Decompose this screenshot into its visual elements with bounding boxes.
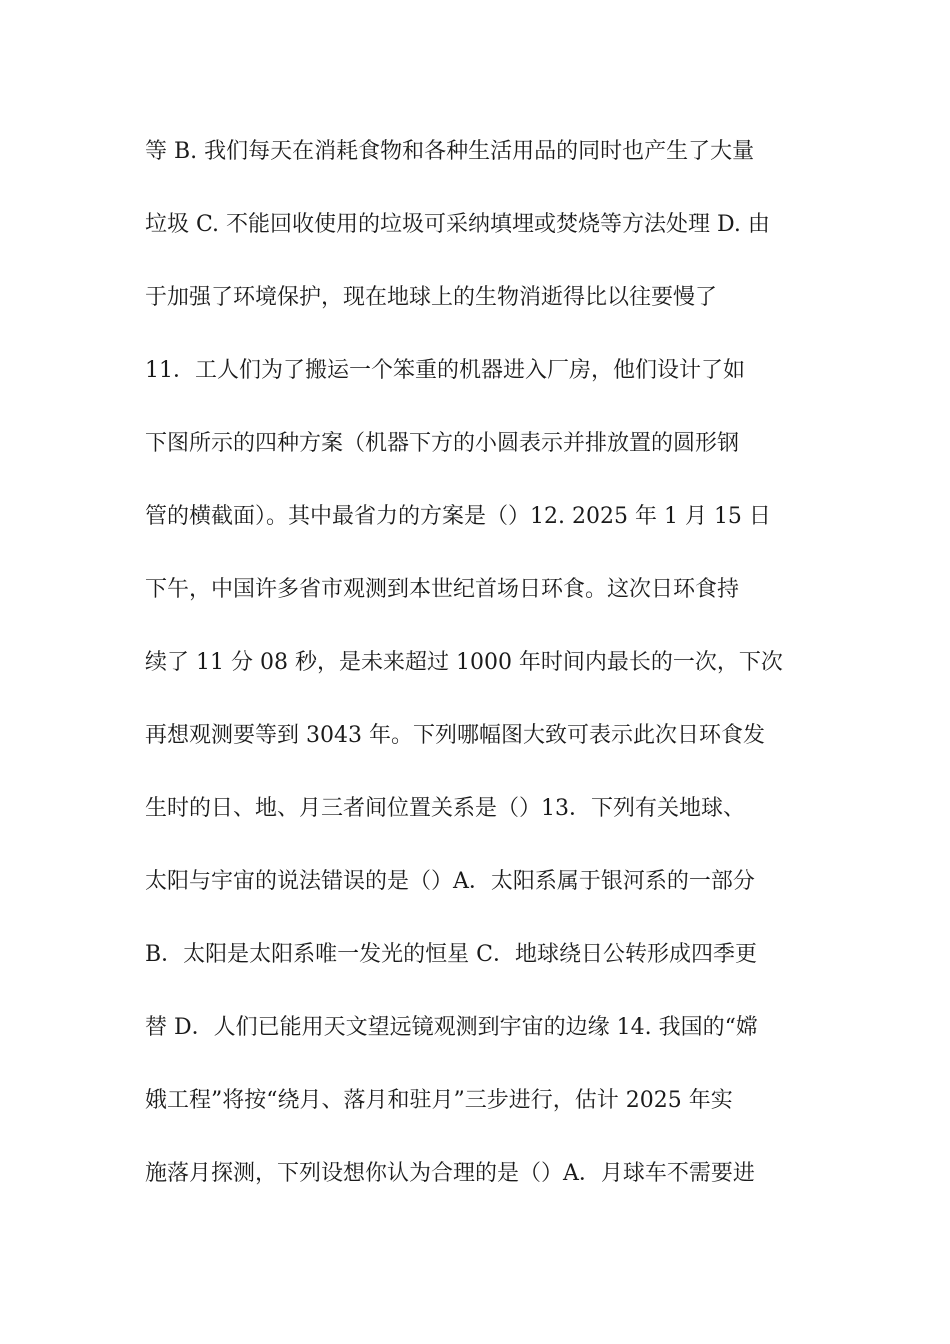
text-line-15: 施落月探测，下列设想你认为合理的是（）A．月球车不需要进 <box>145 1161 755 1186</box>
text-line-13: 替 D．人们已能用天文望远镜观测到宇宙的边缘 14. 我国的“嫦 <box>145 1015 758 1040</box>
text-line-11: 太阳与宇宙的说法错误的是（）A．太阳系属于银河系的一部分 <box>145 869 755 894</box>
text-line-7: 下午，中国许多省市观测到本世纪首场日环食。这次日环食持 <box>145 577 740 602</box>
text-line-10: 生时的日、地、月三者间位置关系是（）13．下列有关地球、 <box>145 796 745 821</box>
text-line-2: 垃圾 C. 不能回收使用的垃圾可采纳填埋或焚烧等方法处理 D. 由 <box>145 212 770 237</box>
text-line-4: 11．工人们为了搬运一个笨重的机器进入厂房，他们设计了如 <box>145 358 745 383</box>
document-text-body <box>145 126 825 1221</box>
text-line-5: 下图所示的四种方案（机器下方的小圆表示并排放置的圆形钢 <box>145 431 740 456</box>
text-line-1: 等 B. 我们每天在消耗食物和各种生活用品的同时也产生了大量 <box>145 139 755 164</box>
text-line-12: B．太阳是太阳系唯一发光的恒星 C．地球绕日公转形成四季更 <box>145 942 757 967</box>
text-line-8: 续了 11 分 08 秒，是未来超过 1000 年时间内最长的一次，下次 <box>145 650 783 675</box>
text-line-3: 于加强了环境保护，现在地球上的生物消逝得比以往要慢了 <box>145 285 718 310</box>
text-line-14: 娥工程”将按“绕月、落月和驻月”三步进行，估计 2025 年实 <box>145 1088 733 1113</box>
text-line-6: 管的横截面）。其中最省力的方案是（）12. 2025 年 1 月 15 日 <box>145 504 771 529</box>
text-line-9: 再想观测要等到 3043 年。下列哪幅图大致可表示此次日环食发 <box>145 723 765 748</box>
